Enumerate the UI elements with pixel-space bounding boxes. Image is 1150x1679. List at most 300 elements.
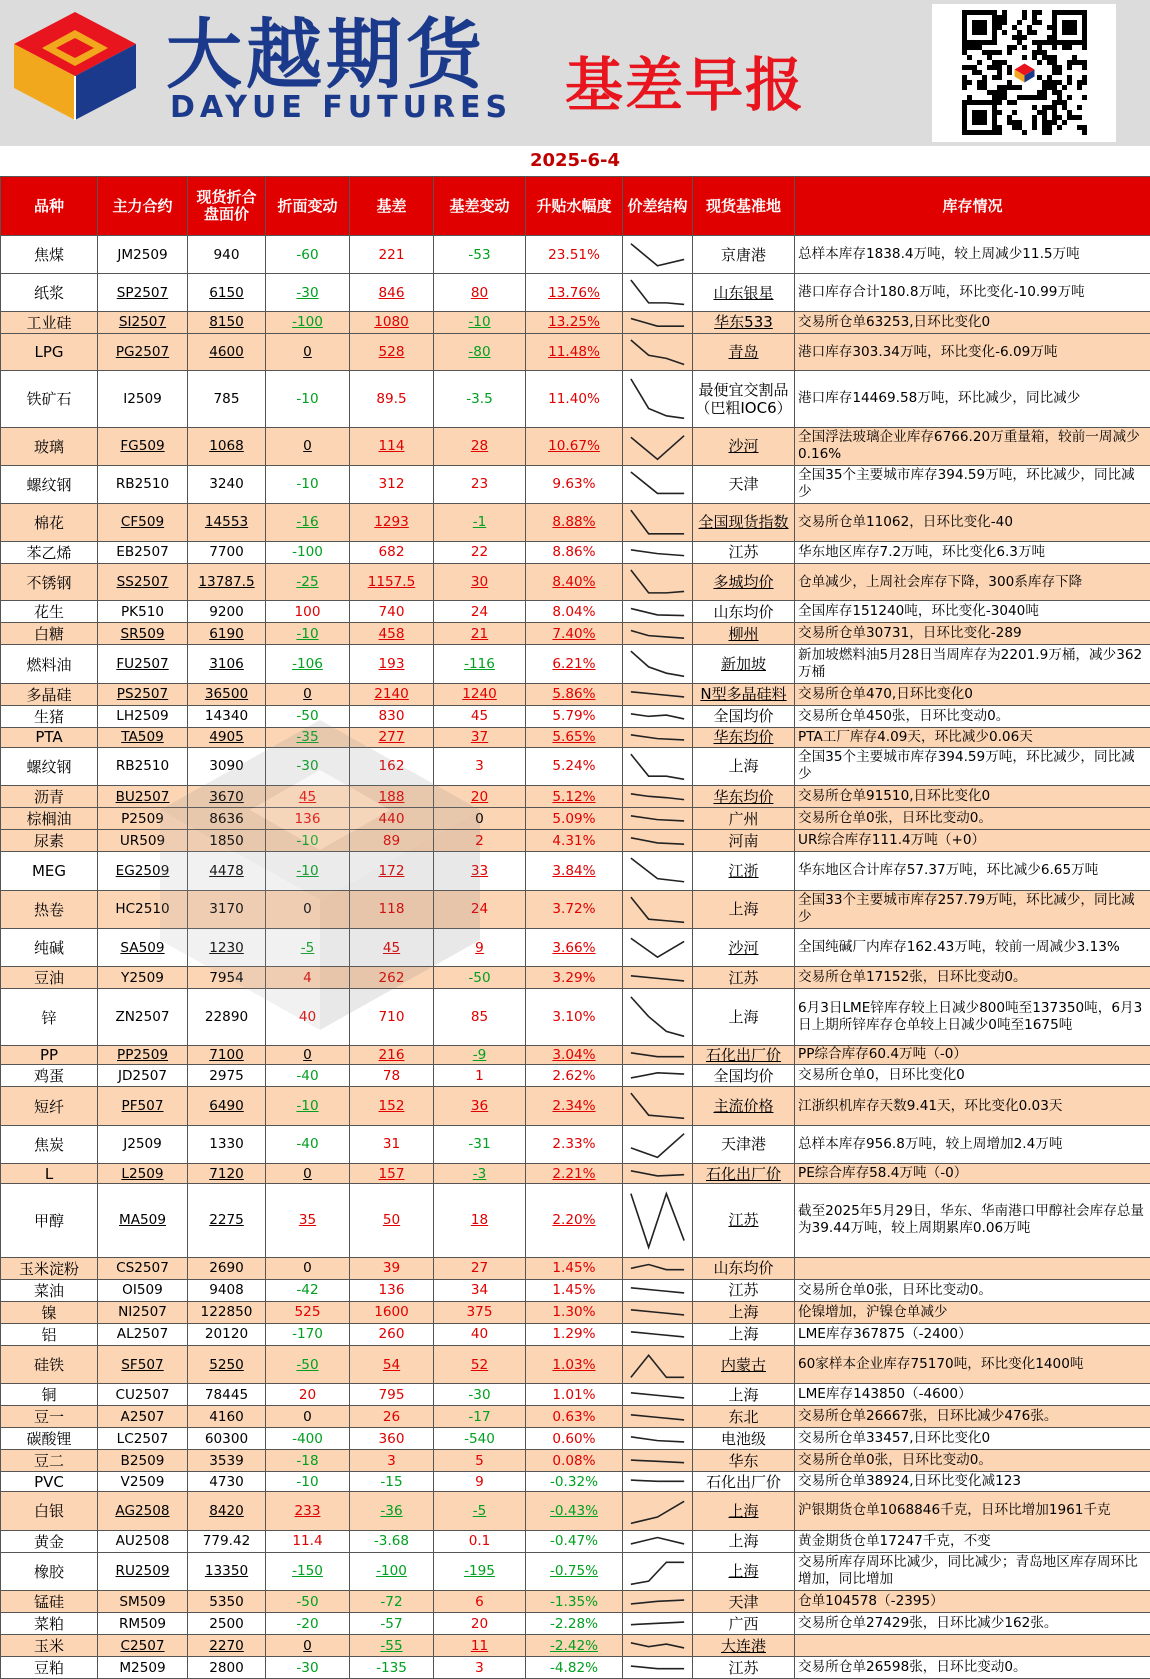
spread-structure-cell	[623, 623, 693, 645]
inventory-cell: LME库存367875（-2400）	[795, 1323, 1150, 1345]
spot-price-cell: 2500	[188, 1613, 266, 1635]
contract-cell: CU2507	[98, 1384, 188, 1406]
spot-location-cell: 上海	[693, 1492, 795, 1530]
spread-structure-cell	[623, 274, 693, 311]
spread-structure-cell	[623, 1406, 693, 1428]
contract-cell: SS2507	[98, 563, 188, 600]
spot-location-cell: 主流价格	[693, 1087, 795, 1125]
qr-code-icon	[932, 4, 1116, 142]
contract-cell: EG2509	[98, 852, 188, 890]
price-change-cell: -18	[266, 1450, 350, 1472]
premium-cell: 2.62%	[526, 1065, 623, 1087]
spot-location-cell: 上海	[693, 1323, 795, 1345]
variety-cell: 铜	[1, 1384, 98, 1406]
basis-change-cell: 23	[434, 466, 526, 503]
inventory-cell: 交易所仓单63253,日环比变化0	[795, 311, 1150, 333]
inventory-cell: 60家样本企业库存75170吨，环比变化1400吨	[795, 1345, 1150, 1383]
contract-cell: PF507	[98, 1087, 188, 1125]
basis-change-cell: 80	[434, 274, 526, 311]
premium-cell: 3.66%	[526, 928, 623, 966]
spread-structure-line	[623, 1126, 692, 1163]
contract-cell: C2507	[98, 1635, 188, 1657]
spot-price-cell: 5350	[188, 1591, 266, 1613]
spot-price-cell: 785	[188, 371, 266, 427]
spot-price-cell: 4905	[188, 727, 266, 747]
contract-cell: M2509	[98, 1657, 188, 1679]
premium-cell: -0.75%	[526, 1552, 623, 1590]
spot-location-cell: 华东533	[693, 311, 795, 333]
inventory-cell: UR综合库存111.4万吨（+0）	[795, 830, 1150, 852]
price-change-cell: -100	[266, 311, 350, 333]
basis-change-cell: 3	[434, 747, 526, 785]
variety-cell: 纯碱	[1, 928, 98, 966]
basis-cell: 78	[350, 1065, 434, 1087]
spot-price-cell: 8636	[188, 808, 266, 830]
price-change-cell: -20	[266, 1613, 350, 1635]
spread-structure-cell	[623, 1045, 693, 1065]
spread-structure-cell	[623, 1065, 693, 1087]
spread-structure-cell	[623, 541, 693, 563]
price-change-cell: -10	[266, 466, 350, 503]
spot-price-cell: 7120	[188, 1164, 266, 1184]
spread-structure-line	[623, 625, 692, 644]
premium-cell: 10.67%	[526, 427, 623, 465]
table-row	[1, 786, 1150, 808]
basis-change-cell: -9	[434, 1045, 526, 1065]
premium-cell: 2.33%	[526, 1125, 623, 1163]
spot-location-cell: 广州	[693, 808, 795, 830]
spread-structure-cell	[623, 830, 693, 852]
variety-cell: 白糖	[1, 623, 98, 645]
spread-structure-cell	[623, 1345, 693, 1383]
spot-price-cell: 122850	[188, 1301, 266, 1323]
basis-change-cell: 37	[434, 727, 526, 747]
table-row	[1, 1087, 1150, 1125]
spread-structure-cell	[623, 747, 693, 785]
spot-price-cell: 1068	[188, 427, 266, 465]
price-change-cell: -25	[266, 563, 350, 600]
inventory-cell: 交易所仓单26667张，日环比减少476张。	[795, 1406, 1150, 1428]
spot-price-cell: 13787.5	[188, 563, 266, 600]
spread-structure-cell	[623, 601, 693, 623]
inventory-cell: 华东地区库存7.2万吨，环比变化6.3万吨	[795, 541, 1150, 563]
table-row	[1, 705, 1150, 727]
inventory-cell: 交易所库存周环比减少，同比减少；青岛地区库存周环比增加，同比增加	[795, 1552, 1150, 1590]
basis-cell: 45	[350, 928, 434, 966]
basis-cell: 795	[350, 1384, 434, 1406]
table-row	[1, 1530, 1150, 1552]
basis-change-cell: 1240	[434, 683, 526, 705]
variety-cell: 甲醇	[1, 1183, 98, 1257]
basis-cell: 3	[350, 1450, 434, 1472]
basis-cell: 89	[350, 830, 434, 852]
basis-change-cell: 0	[434, 808, 526, 830]
variety-cell: 工业硅	[1, 311, 98, 333]
table-row	[1, 1125, 1150, 1163]
premium-cell: 5.09%	[526, 808, 623, 830]
spot-location-cell: 江苏	[693, 541, 795, 563]
spot-price-cell: 2690	[188, 1257, 266, 1279]
table-header-row	[1, 177, 1150, 236]
spot-location-cell: 电池级	[693, 1428, 795, 1450]
table-row	[1, 1406, 1150, 1428]
spread-structure-line	[623, 685, 692, 704]
spread-structure-line	[623, 1472, 692, 1491]
basis-change-cell: -80	[434, 333, 526, 370]
variety-cell: MEG	[1, 852, 98, 890]
spread-structure-line	[623, 543, 692, 562]
spot-location-cell: 江苏	[693, 1657, 795, 1679]
variety-cell: 不锈钢	[1, 563, 98, 600]
spot-location-cell: 石化出厂价	[693, 1045, 795, 1065]
contract-cell: FU2507	[98, 645, 188, 683]
spot-price-cell: 4478	[188, 852, 266, 890]
basis-cell: 846	[350, 274, 434, 311]
spot-location-cell: 柳州	[693, 623, 795, 645]
basis-change-cell: -30	[434, 1384, 526, 1406]
inventory-cell: 黄金期货仓单17247千克，不变	[795, 1530, 1150, 1552]
variety-cell: PTA	[1, 727, 98, 747]
spread-structure-cell	[623, 1301, 693, 1323]
inventory-cell: 交易所仓单450张，日环比变动0。	[795, 705, 1150, 727]
spot-location-cell: 京唐港	[693, 236, 795, 274]
basis-change-cell: 11	[434, 1635, 526, 1657]
contract-cell: HC2510	[98, 890, 188, 928]
premium-cell: 9.63%	[526, 466, 623, 503]
basis-cell: 312	[350, 466, 434, 503]
inventory-cell: 仓单减少，上周社会库存下降，300系库存下降	[795, 563, 1150, 600]
spot-location-cell: 沙河	[693, 427, 795, 465]
contract-cell: J2509	[98, 1125, 188, 1163]
spot-price-cell: 3240	[188, 466, 266, 503]
variety-cell: 玉米淀粉	[1, 1257, 98, 1279]
premium-cell: 5.79%	[526, 705, 623, 727]
contract-cell: LC2507	[98, 1428, 188, 1450]
premium-cell: 2.34%	[526, 1087, 623, 1125]
premium-cell: 5.86%	[526, 683, 623, 705]
spread-structure-cell	[623, 683, 693, 705]
basis-cell: -15	[350, 1472, 434, 1492]
table-row	[1, 1492, 1150, 1530]
premium-cell: 5.65%	[526, 727, 623, 747]
table-row	[1, 274, 1150, 311]
contract-cell: V2509	[98, 1472, 188, 1492]
spot-location-cell: 天津	[693, 466, 795, 503]
price-change-cell: 0	[266, 1635, 350, 1657]
spread-structure-line	[623, 1592, 692, 1611]
basis-change-cell: 30	[434, 563, 526, 600]
spread-structure-line	[623, 1303, 692, 1322]
price-change-cell: -100	[266, 541, 350, 563]
contract-cell: L2509	[98, 1164, 188, 1184]
spread-structure-cell	[623, 1279, 693, 1301]
contract-cell: TA509	[98, 727, 188, 747]
variety-cell: 沥青	[1, 786, 98, 808]
table-row	[1, 503, 1150, 541]
premium-cell: 3.72%	[526, 890, 623, 928]
table-row	[1, 623, 1150, 645]
basis-change-cell: -3	[434, 1164, 526, 1184]
basis-cell: -55	[350, 1635, 434, 1657]
basis-cell: 260	[350, 1323, 434, 1345]
spread-structure-cell	[623, 1428, 693, 1450]
price-change-cell: 0	[266, 1257, 350, 1279]
table-row	[1, 427, 1150, 465]
table-row	[1, 311, 1150, 333]
inventory-cell: 全国33个主要城市库存257.79万吨，环比减少，同比减少	[795, 890, 1150, 928]
contract-cell: RB2510	[98, 747, 188, 785]
spread-structure-line	[623, 989, 692, 1044]
premium-cell: 2.21%	[526, 1164, 623, 1184]
table-row	[1, 683, 1150, 705]
variety-cell: 碳酸锂	[1, 1428, 98, 1450]
spread-structure-cell	[623, 1552, 693, 1590]
contract-cell: LH2509	[98, 705, 188, 727]
spot-price-cell: 940	[188, 236, 266, 274]
table-row	[1, 890, 1150, 928]
spot-price-cell: 6150	[188, 274, 266, 311]
table-row	[1, 1657, 1150, 1679]
price-change-cell: -5	[266, 928, 350, 966]
inventory-cell	[795, 1635, 1150, 1657]
inventory-cell: PTA工厂库存4.09天，环比减少0.06天	[795, 727, 1150, 747]
inventory-cell: 交易所仓单11062，日环比变化-40	[795, 503, 1150, 541]
spread-structure-cell	[623, 1613, 693, 1635]
inventory-cell: 沪银期货仓单1068846千克，日环比增加1961千克	[795, 1492, 1150, 1530]
premium-cell: -0.43%	[526, 1492, 623, 1530]
spot-location-cell: 华东	[693, 1450, 795, 1472]
basis-change-cell: 28	[434, 427, 526, 465]
basis-cell: 26	[350, 1406, 434, 1428]
table-row	[1, 852, 1150, 890]
basis-cell: -135	[350, 1657, 434, 1679]
contract-cell: AG2508	[98, 1492, 188, 1530]
inventory-cell: 全国35个主要城市库存394.59万吨，环比减少，同比减少	[795, 466, 1150, 503]
spot-location-cell: 上海	[693, 890, 795, 928]
basis-cell: 1157.5	[350, 563, 434, 600]
price-change-cell: -170	[266, 1323, 350, 1345]
basis-change-cell: 45	[434, 705, 526, 727]
spread-structure-line	[623, 748, 692, 785]
variety-cell: 燃料油	[1, 645, 98, 683]
spread-structure-line	[623, 852, 692, 889]
spot-price-cell: 20120	[188, 1323, 266, 1345]
variety-cell: 菜油	[1, 1279, 98, 1301]
spot-price-cell: 6490	[188, 1087, 266, 1125]
premium-cell: 13.76%	[526, 274, 623, 311]
variety-cell: PVC	[1, 1472, 98, 1492]
variety-cell: 豆粕	[1, 1657, 98, 1679]
spot-location-cell: 上海	[693, 989, 795, 1045]
variety-cell: 苯乙烯	[1, 541, 98, 563]
spot-price-cell: 6190	[188, 623, 266, 645]
spread-structure-line	[623, 1408, 692, 1427]
variety-cell: 硅铁	[1, 1345, 98, 1383]
contract-cell: SP2507	[98, 274, 188, 311]
premium-cell: -0.32%	[526, 1472, 623, 1492]
price-change-cell: 0	[266, 683, 350, 705]
col-basis-header: 基差	[350, 177, 434, 236]
basis-change-cell: 20	[434, 1613, 526, 1635]
variety-cell: 花生	[1, 601, 98, 623]
variety-cell: 玉米	[1, 1635, 98, 1657]
contract-cell: Y2509	[98, 967, 188, 989]
basis-cell: 31	[350, 1125, 434, 1163]
contract-cell: AL2507	[98, 1323, 188, 1345]
basis-cell: 152	[350, 1087, 434, 1125]
contract-cell: SF507	[98, 1345, 188, 1383]
premium-cell: 7.40%	[526, 623, 623, 645]
basis-table	[0, 176, 1150, 1679]
spot-price-cell: 1230	[188, 928, 266, 966]
spread-structure-line	[623, 334, 692, 370]
contract-cell: AU2508	[98, 1530, 188, 1552]
basis-cell: 1600	[350, 1301, 434, 1323]
basis-cell: 162	[350, 747, 434, 785]
variety-cell: 生猪	[1, 705, 98, 727]
inventory-cell: 全国浮法玻璃企业库存6766.20万重量箱，较前一周减少0.16%	[795, 427, 1150, 465]
price-change-cell: -50	[266, 705, 350, 727]
price-change-cell: -150	[266, 1552, 350, 1590]
spot-price-cell: 2270	[188, 1635, 266, 1657]
table-row	[1, 645, 1150, 683]
spot-price-cell: 2975	[188, 1065, 266, 1087]
variety-cell: 纸浆	[1, 274, 98, 311]
price-change-cell: 0	[266, 427, 350, 465]
inventory-cell: 交易所仓单33457,日环比变化0	[795, 1428, 1150, 1450]
spot-location-cell: 内蒙古	[693, 1345, 795, 1383]
spot-price-cell: 3670	[188, 786, 266, 808]
spread-structure-line	[623, 564, 692, 600]
basis-cell: 216	[350, 1045, 434, 1065]
basis-cell: -72	[350, 1591, 434, 1613]
spread-structure-cell	[623, 1323, 693, 1345]
table-row	[1, 1164, 1150, 1184]
contract-cell: EB2507	[98, 541, 188, 563]
basis-cell: 193	[350, 645, 434, 683]
spot-location-cell: 全国均价	[693, 705, 795, 727]
spread-structure-line	[623, 831, 692, 850]
basis-cell: 89.5	[350, 371, 434, 427]
spread-structure-line	[623, 313, 692, 332]
price-change-cell: 525	[266, 1301, 350, 1323]
variety-cell: 热卷	[1, 890, 98, 928]
variety-cell: 橡胶	[1, 1552, 98, 1590]
premium-cell: 0.60%	[526, 1428, 623, 1450]
spot-location-cell: 全国现货指数	[693, 503, 795, 541]
inventory-cell: 总样本库存1838.4万吨，较上周减少11.5万吨	[795, 236, 1150, 274]
table-row	[1, 830, 1150, 852]
premium-cell: 5.12%	[526, 786, 623, 808]
variety-cell: 玻璃	[1, 427, 98, 465]
basis-cell: 221	[350, 236, 434, 274]
spread-structure-cell	[623, 928, 693, 966]
price-change-cell: 233	[266, 1492, 350, 1530]
variety-cell: 螺纹钢	[1, 747, 98, 785]
spread-structure-line	[623, 1614, 692, 1633]
premium-cell: -2.28%	[526, 1613, 623, 1635]
basis-change-cell: 24	[434, 601, 526, 623]
price-change-cell: 0	[266, 1164, 350, 1184]
price-change-cell: -50	[266, 1345, 350, 1383]
price-change-cell: 136	[266, 808, 350, 830]
basis-cell: 262	[350, 967, 434, 989]
brand-name-cn: 大越期货	[166, 10, 486, 100]
inventory-cell: 全国纯碱厂内库存162.43万吨，较前一周减少3.13%	[795, 928, 1150, 966]
dayue-logo-icon	[10, 8, 140, 122]
premium-cell: 4.31%	[526, 830, 623, 852]
variety-cell: 锌	[1, 989, 98, 1045]
spot-price-cell: 7954	[188, 967, 266, 989]
premium-cell: -1.35%	[526, 1591, 623, 1613]
variety-cell: LPG	[1, 333, 98, 370]
price-change-cell: -10	[266, 852, 350, 890]
spread-structure-cell	[623, 333, 693, 370]
inventory-cell: 交易所仓单38924,日环比变化减123	[795, 1472, 1150, 1492]
inventory-cell: 交易所仓单91510,日环比变化0	[795, 786, 1150, 808]
table-row	[1, 563, 1150, 600]
basis-cell: 157	[350, 1164, 434, 1184]
variety-cell: 菜粕	[1, 1613, 98, 1635]
price-change-cell: -42	[266, 1279, 350, 1301]
spot-price-cell: 3090	[188, 747, 266, 785]
price-change-cell: 0	[266, 1406, 350, 1428]
spread-structure-line	[623, 1046, 692, 1065]
spread-structure-cell	[623, 427, 693, 465]
spread-structure-cell	[623, 503, 693, 541]
spot-price-cell: 1330	[188, 1125, 266, 1163]
spot-location-cell: 上海	[693, 1530, 795, 1552]
spread-structure-cell	[623, 1087, 693, 1125]
contract-cell: P2509	[98, 808, 188, 830]
premium-cell: 13.25%	[526, 311, 623, 333]
basis-cell: -57	[350, 1613, 434, 1635]
basis-change-cell: 22	[434, 541, 526, 563]
spot-location-cell: 上海	[693, 1301, 795, 1323]
contract-cell: PK510	[98, 601, 188, 623]
basis-change-cell: 375	[434, 1301, 526, 1323]
price-change-cell: -16	[266, 503, 350, 541]
spread-structure-line	[623, 787, 692, 806]
price-change-cell: -10	[266, 371, 350, 427]
col-variety-header: 品种	[1, 177, 98, 236]
contract-cell: SI2507	[98, 311, 188, 333]
spread-structure-line	[623, 504, 692, 541]
spread-structure-cell	[623, 890, 693, 928]
spot-price-cell: 14553	[188, 503, 266, 541]
spot-location-cell: 华东均价	[693, 786, 795, 808]
contract-cell: RM509	[98, 1613, 188, 1635]
premium-cell: 8.88%	[526, 503, 623, 541]
spread-structure-line	[623, 428, 692, 465]
table-row	[1, 1183, 1150, 1257]
col-price-change-header: 折面变动	[266, 177, 350, 236]
basis-cell: 528	[350, 333, 434, 370]
table-row	[1, 601, 1150, 623]
basis-change-cell: -1	[434, 503, 526, 541]
price-change-cell: -30	[266, 1657, 350, 1679]
premium-cell: 8.04%	[526, 601, 623, 623]
spot-location-cell: 最便宜交割品（巴粗IOC6）	[693, 371, 795, 427]
spread-structure-cell	[623, 727, 693, 747]
spot-price-cell: 22890	[188, 989, 266, 1045]
spread-structure-line	[623, 969, 692, 988]
spread-structure-line	[623, 809, 692, 828]
spread-structure-line	[623, 1164, 692, 1183]
basis-cell: -3.68	[350, 1530, 434, 1552]
contract-cell: B2509	[98, 1450, 188, 1472]
inventory-cell: 交易所仓单26598张，日环比变动0。	[795, 1657, 1150, 1679]
